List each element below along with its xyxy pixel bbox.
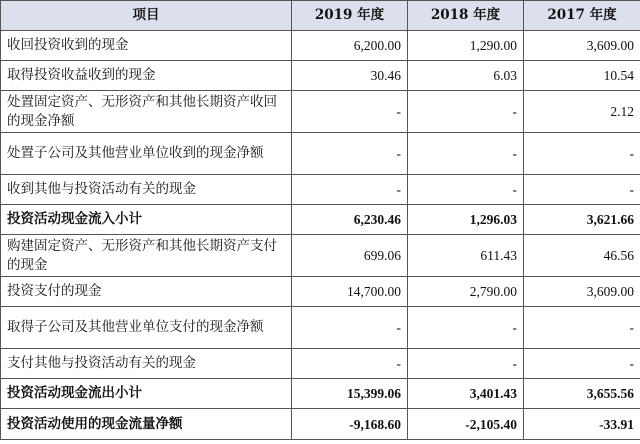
header-item: 项目: [1, 1, 292, 31]
row-label: 投资支付的现金: [1, 277, 292, 307]
row-label: 取得投资收益收到的现金: [1, 61, 292, 91]
value-2018: 6.03: [408, 61, 524, 91]
table-row: [1, 409, 640, 440]
table-row: [1, 277, 640, 307]
table-row: [1, 235, 640, 277]
value-2017: 10.54: [524, 61, 640, 91]
value-2019: 6,230.46: [292, 205, 408, 235]
value-2017: 3,655.56: [524, 379, 640, 409]
value-2018: 1,290.00: [408, 31, 524, 61]
value-2018: -: [408, 133, 524, 175]
row-label: 收回投资收到的现金: [1, 31, 292, 61]
value-2019: -9,168.60: [292, 409, 408, 440]
row-label: 购建固定资产、无形资产和其他长期资产支付的现金: [1, 235, 292, 277]
value-2018: -2,105.40: [408, 409, 524, 440]
header-2019: 2019 年度: [292, 1, 408, 31]
table-row: [1, 175, 640, 205]
value-2017: -: [524, 175, 640, 205]
row-label: 收到其他与投资活动有关的现金: [1, 175, 292, 205]
table-body: [1, 31, 640, 440]
row-label: 处置固定资产、无形资产和其他长期资产收回的现金净额: [1, 91, 292, 133]
value-2017: 3,609.00: [524, 31, 640, 61]
value-2019: 30.46: [292, 61, 408, 91]
value-2018: 1,296.03: [408, 205, 524, 235]
row-label: 投资活动现金流入小计: [1, 205, 292, 235]
value-2019: 699.06: [292, 235, 408, 277]
table-row: [1, 349, 640, 379]
value-2017: 46.56: [524, 235, 640, 277]
value-2019: -: [292, 307, 408, 349]
value-2019: 15,399.06: [292, 379, 408, 409]
value-2018: 611.43: [408, 235, 524, 277]
row-label: 投资活动使用的现金流量净额: [1, 409, 292, 440]
value-2018: 3,401.43: [408, 379, 524, 409]
value-2018: 2,790.00: [408, 277, 524, 307]
value-2018: -: [408, 175, 524, 205]
header-2017: 2017 年度: [524, 1, 640, 31]
row-label: 处置子公司及其他营业单位收到的现金净额: [1, 133, 292, 175]
table-row: [1, 31, 640, 61]
row-label: 投资活动现金流出小计: [1, 379, 292, 409]
value-2018: -: [408, 349, 524, 379]
value-2018: -: [408, 307, 524, 349]
header-2018: 2018 年度: [408, 1, 524, 31]
value-2017: -: [524, 307, 640, 349]
value-2017: 2.12: [524, 91, 640, 133]
value-2017: 3,621.66: [524, 205, 640, 235]
row-label: 取得子公司及其他营业单位支付的现金净额: [1, 307, 292, 349]
value-2019: -: [292, 91, 408, 133]
value-2019: -: [292, 175, 408, 205]
value-2019: -: [292, 349, 408, 379]
value-2017: -: [524, 349, 640, 379]
value-2017: 3,609.00: [524, 277, 640, 307]
table-header-row: [1, 1, 640, 31]
table-row: [1, 133, 640, 175]
table-row: [1, 61, 640, 91]
value-2019: -: [292, 133, 408, 175]
value-2017: -: [524, 133, 640, 175]
table-row: [1, 205, 640, 235]
table-row: [1, 379, 640, 409]
table-row: [1, 307, 640, 349]
table-row: [1, 91, 640, 133]
value-2017: -33.91: [524, 409, 640, 440]
value-2019: 6,200.00: [292, 31, 408, 61]
row-label: 支付其他与投资活动有关的现金: [1, 349, 292, 379]
value-2018: -: [408, 91, 524, 133]
value-2019: 14,700.00: [292, 277, 408, 307]
